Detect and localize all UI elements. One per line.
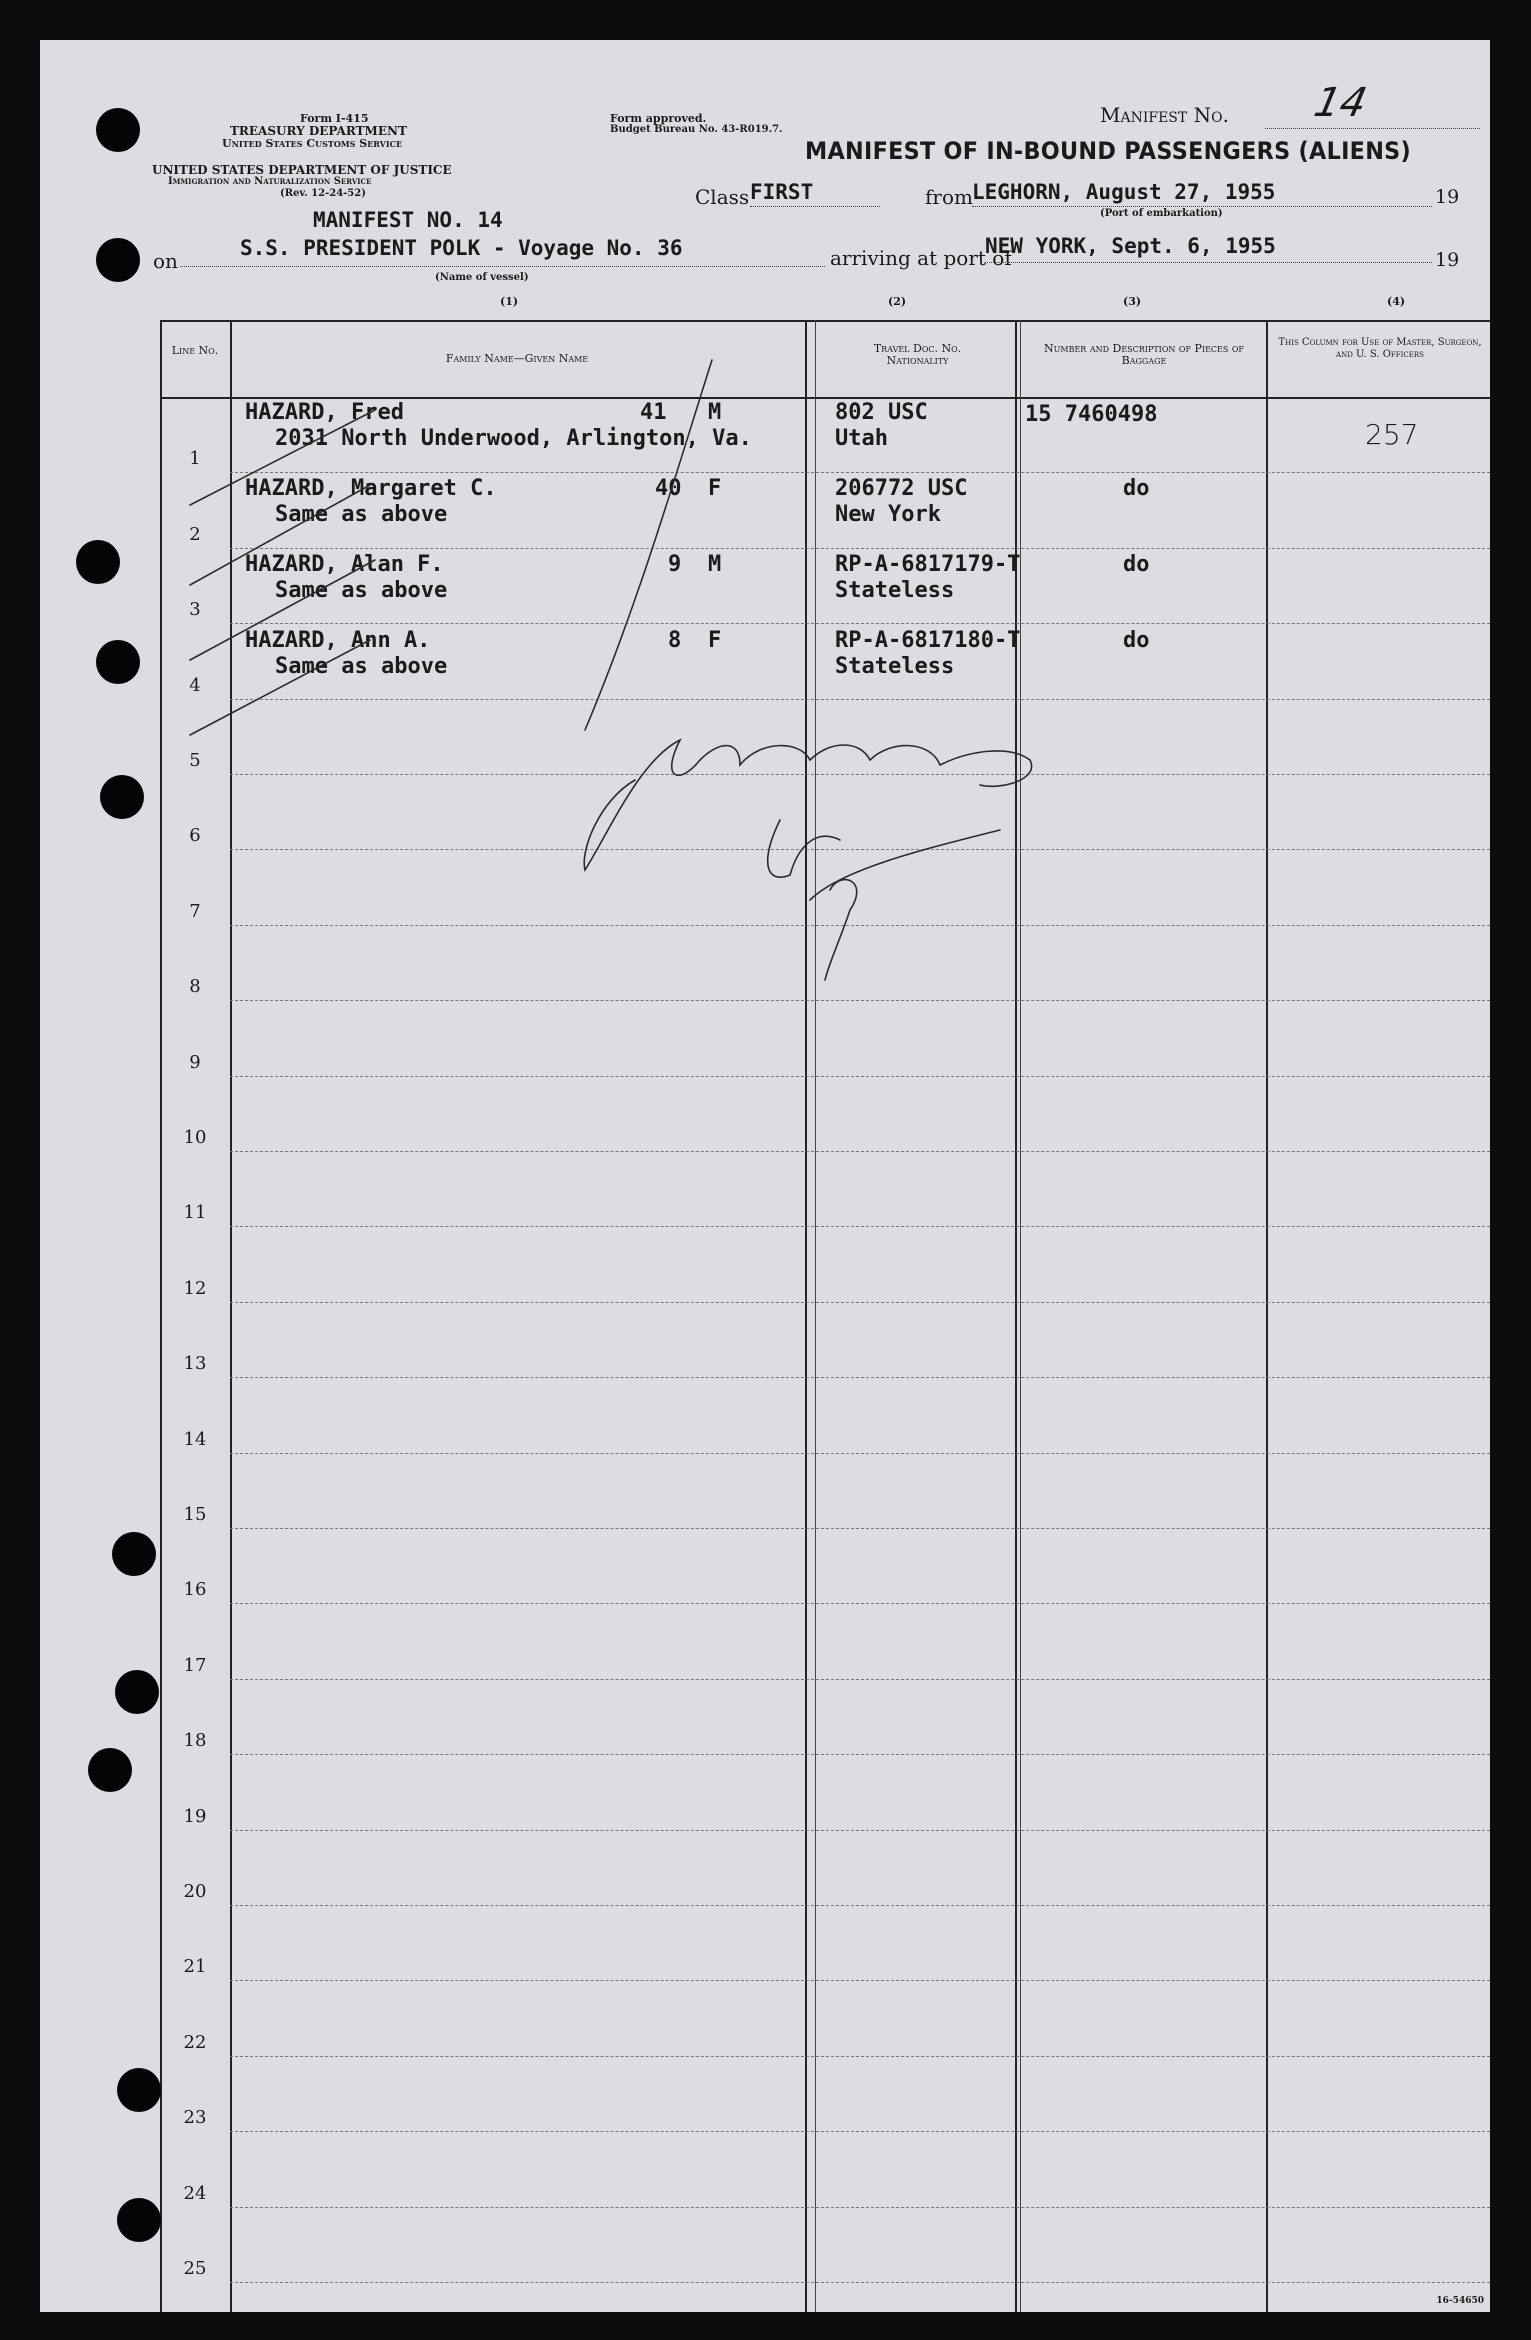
passenger-1-sex: M (708, 400, 722, 425)
passenger-4-sex: F (708, 628, 722, 653)
col-num-2: (2) (888, 295, 907, 308)
binder-hole (96, 108, 140, 152)
row-separator (230, 1000, 1490, 1001)
row-separator (230, 2131, 1490, 2132)
arriving-blank (985, 262, 1432, 263)
revision: (Rev. 12-24-52) (280, 188, 366, 199)
justice-dept: UNITED STATES DEPARTMENT OF JUSTICE (152, 163, 452, 177)
line-number: 15 (183, 1504, 207, 1525)
manifest-no-handwritten: 14 (1310, 80, 1371, 126)
passenger-4-name: HAZARD, Ann A. (245, 628, 431, 653)
line-number: 9 (189, 1051, 201, 1073)
line-number: 7 (189, 900, 201, 922)
line-number: 6 (189, 825, 201, 847)
row-separator (230, 1377, 1490, 1378)
line-number: 8 (189, 976, 201, 998)
arriving-label: arriving at port of (830, 246, 1012, 270)
binder-hole (96, 238, 140, 282)
passenger-2-baggage: do (1123, 476, 1150, 501)
passenger-4-address: Same as above (275, 654, 448, 679)
manifest-no-blank (1265, 128, 1480, 129)
year-suffix-2: 19 (1435, 249, 1460, 271)
passenger-4-age: 8 (668, 628, 682, 653)
table-header-border (160, 397, 1490, 399)
on-label: on (153, 249, 178, 273)
vessel-value: S.S. PRESIDENT POLK - Voyage No. 36 (240, 236, 683, 260)
passenger-1-officer-note: 257 (1365, 418, 1419, 451)
footer-code: 16-54650 (1436, 2296, 1484, 2306)
passenger-1-baggage: 15 7460498 (1025, 402, 1158, 427)
passenger-1-age: 41 (640, 400, 667, 425)
row-separator (230, 1151, 1490, 1152)
line-number: 21 (183, 1956, 207, 1978)
line-number: 17 (183, 1654, 207, 1676)
line-number: 12 (183, 1277, 207, 1299)
row-separator (230, 2282, 1490, 2283)
row-separator (230, 1076, 1490, 1077)
vessel-blank (180, 266, 825, 267)
manifest-title: MANIFEST OF IN-BOUND PASSENGERS (ALIENS) (805, 137, 1411, 165)
row-separator (230, 699, 1490, 700)
line-number: 5 (189, 750, 201, 771)
manifest-no-label: Manifest No. (1100, 103, 1229, 127)
line-number: 3 (189, 599, 201, 621)
class-blank (750, 206, 880, 207)
binder-hole (112, 1532, 156, 1576)
treasury-dept: TREASURY DEPARTMENT (230, 124, 407, 138)
table-divider-name-double (815, 320, 816, 2312)
col-num-3: (3) (1123, 295, 1142, 308)
passenger-3-age: 9 (668, 552, 682, 577)
row-separator (230, 1603, 1490, 1604)
line-number: 13 (183, 1353, 207, 1375)
table-divider-doc (1015, 320, 1017, 2312)
passenger-2-nationality: New York (835, 502, 941, 527)
row-separator (230, 1754, 1490, 1755)
passenger-4-nationality: Stateless (835, 654, 955, 679)
col-num-4: (4) (1387, 295, 1406, 308)
line-number: 20 (183, 1881, 207, 1902)
from-label: from (925, 185, 973, 209)
header-travel-doc: Travel Doc. No. Nationality (873, 342, 962, 367)
customs-service: United States Customs Service (222, 137, 403, 150)
binder-hole (96, 640, 140, 684)
passenger-1-address: 2031 North Underwood, Arlington, Va. (275, 426, 752, 451)
line-number: 25 (183, 2258, 207, 2279)
vessel-caption: (Name of vessel) (435, 272, 529, 283)
class-value: FIRST (750, 180, 814, 204)
passenger-2-address: Same as above (275, 502, 448, 527)
date-scribble-tail (825, 880, 857, 980)
passenger-1-nationality: Utah (835, 426, 888, 451)
passenger-2-doc: 206772 USC (835, 476, 968, 501)
passenger-4-doc: RP-A-6817180-T (835, 628, 1021, 653)
class-label: Class (695, 185, 750, 209)
passenger-3-nationality: Stateless (835, 578, 955, 603)
line-number: 23 (183, 2107, 207, 2129)
header-officers: This Column for Use of Master, Surgeon, and U. S. Officers (1278, 337, 1482, 360)
typed-manifest-no: MANIFEST NO. 14 (313, 208, 503, 232)
line-number: 2 (189, 523, 201, 545)
header-baggage: Number and Description of Pieces of Baggage (1044, 342, 1244, 367)
binder-hole (100, 775, 144, 819)
immigration-service: Immigration and Naturalization Service (168, 176, 372, 187)
row-separator (230, 2056, 1490, 2057)
row-separator (230, 1980, 1490, 1981)
passenger-2-age: 40 (655, 476, 682, 501)
line-number: 19 (183, 1805, 207, 1827)
line-number: 24 (183, 2182, 207, 2204)
table-divider-baggage (1266, 320, 1268, 2312)
passenger-4-baggage: do (1123, 628, 1150, 653)
row-separator (230, 623, 1490, 624)
line-number: 18 (183, 1730, 207, 1752)
manifest-sheet (40, 40, 1490, 2312)
row-separator (230, 774, 1490, 775)
binder-hole (117, 2068, 161, 2112)
passenger-3-doc: RP-A-6817179-T (835, 552, 1021, 577)
passenger-2-name: HAZARD, Margaret C. (245, 476, 497, 501)
row-separator (230, 2207, 1490, 2208)
form-approved: Form approved. (610, 112, 707, 125)
form-number: Form I-415 (300, 112, 369, 125)
binder-hole (115, 1670, 159, 1714)
row-separator (230, 1453, 1490, 1454)
row-separator (230, 1302, 1490, 1303)
table-divider-line-no (230, 320, 232, 2312)
row-separator (230, 1905, 1490, 1906)
header-line-no: Line No. (171, 344, 219, 357)
line-number: 22 (183, 2031, 207, 2053)
row-separator (230, 472, 1490, 473)
passenger-3-name: HAZARD, Alan F. (245, 552, 444, 577)
year-suffix-1: 19 (1435, 186, 1460, 208)
table-divider-doc-double (1020, 320, 1021, 2312)
col-num-1: (1) (500, 295, 519, 308)
handwritten-marks (40, 40, 1490, 2312)
passenger-3-baggage: do (1123, 552, 1150, 577)
row-separator (230, 1528, 1490, 1529)
from-blank (972, 206, 1432, 207)
table-divider-name (805, 320, 807, 2312)
row-separator (230, 925, 1490, 926)
line-number: 11 (183, 1202, 207, 1224)
row-separator (230, 1226, 1490, 1227)
row-separator (230, 1679, 1490, 1680)
date-scribble-line (810, 830, 1000, 900)
initials-scribble (584, 740, 1031, 870)
binder-hole (88, 1748, 132, 1792)
passenger-3-address: Same as above (275, 578, 448, 603)
row-separator (230, 849, 1490, 850)
binder-hole (117, 2198, 161, 2242)
binder-hole (76, 540, 120, 584)
line-number: 4 (189, 674, 201, 696)
row-separator (230, 1830, 1490, 1831)
table-top-border (160, 320, 1490, 322)
header-name: Family Name—Given Name (445, 352, 589, 365)
passenger-3-sex: M (708, 552, 722, 577)
passenger-2-sex: F (708, 476, 722, 501)
budget-bureau: Budget Bureau No. 43-R019.7. (610, 124, 783, 135)
passenger-1-name: HAZARD, Fred (245, 400, 404, 425)
line-number: 10 (183, 1127, 207, 1148)
from-value: LEGHORN, August 27, 1955 (972, 180, 1276, 204)
row-separator (230, 548, 1490, 549)
passenger-1-doc: 802 USC (835, 400, 928, 425)
line-number: 14 (183, 1428, 207, 1450)
line-number: 16 (183, 1579, 207, 1601)
port-embark-caption: (Port of embarkation) (1100, 208, 1223, 219)
arriving-value: NEW YORK, Sept. 6, 1955 (985, 234, 1276, 258)
line-number: 1 (189, 448, 201, 470)
